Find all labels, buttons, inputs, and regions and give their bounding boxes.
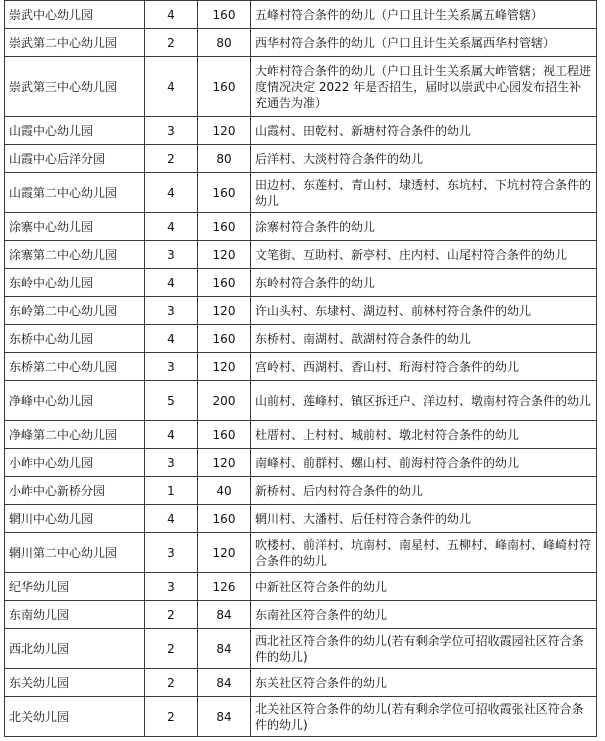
table-row (5, 117, 597, 145)
admission-area-cell: 山霞村、田乾村、新塘村符合条件的幼儿 (251, 117, 597, 145)
kindergarten-name-cell: 崇武第二中心幼儿园 (5, 29, 145, 57)
enrollment-count-cell: 160 (198, 173, 251, 213)
kindergarten-name-cell: 东岭中心幼儿园 (5, 269, 145, 297)
table-row (5, 1, 597, 29)
kindergarten-name-cell: 山霞第二中心幼儿园 (5, 173, 145, 213)
kindergarten-name-cell: 崇武第三中心幼儿园 (5, 57, 145, 117)
enrollment-count-cell: 160 (198, 325, 251, 353)
admission-area-cell: 吹楼村、前洋村、坑南村、南星村、五柳村、峰南村、峰崎村符合条件的幼儿 (251, 533, 597, 573)
table-row (5, 505, 597, 533)
kindergarten-name-cell: 辋川第二中心幼儿园 (5, 533, 145, 573)
kindergarten-name-cell: 纪华幼儿园 (5, 573, 145, 601)
class-count-cell: 2 (145, 29, 198, 57)
table-row (5, 629, 597, 669)
class-count-cell: 4 (145, 57, 198, 117)
kindergarten-name-cell: 山霞中心幼儿园 (5, 117, 145, 145)
table-row (5, 297, 597, 325)
enrollment-count-cell: 120 (198, 117, 251, 145)
kindergarten-name-cell: 北关幼儿园 (5, 697, 145, 737)
class-count-cell: 3 (145, 117, 198, 145)
admission-area-cell: 辋川村、大潘村、后任村符合条件的幼儿 (251, 505, 597, 533)
enrollment-count-cell: 84 (198, 601, 251, 629)
enrollment-count-cell: 160 (198, 213, 251, 241)
table-row (5, 269, 597, 297)
kindergarten-name-cell: 东桥中心幼儿园 (5, 325, 145, 353)
table-row (5, 533, 597, 573)
admission-area-cell: 田边村、东莲村、青山村、埭透村、东坑村、下坑村符合条件的幼儿 (251, 173, 597, 213)
table-row (5, 57, 597, 117)
kindergarten-name-cell: 涂寨中心幼儿园 (5, 213, 145, 241)
table-row (5, 697, 597, 737)
table-row (5, 669, 597, 697)
kindergarten-name-cell: 西北幼儿园 (5, 629, 145, 669)
class-count-cell: 3 (145, 573, 198, 601)
class-count-cell: 4 (145, 269, 198, 297)
enrollment-table-body (5, 1, 597, 737)
enrollment-count-cell: 126 (198, 573, 251, 601)
enrollment-count-cell: 160 (198, 505, 251, 533)
table-row (5, 173, 597, 213)
admission-area-cell: 山前村、莲峰村、镇区拆迁户、洋边村、墩南村符合条件的幼儿 (251, 381, 597, 421)
admission-area-cell: 杜厝村、上村村、城前村、墩北村符合条件的幼儿 (251, 421, 597, 449)
table-row (5, 213, 597, 241)
class-count-cell: 4 (145, 325, 198, 353)
admission-area-cell: 五峰村符合条件的幼儿（户口且计生关系属五峰管辖） (251, 1, 597, 29)
kindergarten-name-cell: 净峰第二中心幼儿园 (5, 421, 145, 449)
enrollment-count-cell: 120 (198, 449, 251, 477)
enrollment-count-cell: 40 (198, 477, 251, 505)
enrollment-count-cell: 84 (198, 669, 251, 697)
admission-area-cell: 西华村符合条件的幼儿（户口且计生关系属西华村管辖） (251, 29, 597, 57)
enrollment-count-cell: 160 (198, 269, 251, 297)
kindergarten-name-cell: 小岞中心幼儿园 (5, 449, 145, 477)
table-row (5, 353, 597, 381)
class-count-cell: 3 (145, 241, 198, 269)
kindergarten-name-cell: 东关幼儿园 (5, 669, 145, 697)
class-count-cell: 4 (145, 173, 198, 213)
kindergarten-name-cell: 崇武中心幼儿园 (5, 1, 145, 29)
class-count-cell: 2 (145, 697, 198, 737)
class-count-cell: 2 (145, 669, 198, 697)
admission-area-cell: 许山头村、东埭村、湖边村、前林村符合条件的幼儿 (251, 297, 597, 325)
enrollment-count-cell: 200 (198, 381, 251, 421)
class-count-cell: 3 (145, 449, 198, 477)
enrollment-count-cell: 120 (198, 297, 251, 325)
class-count-cell: 3 (145, 297, 198, 325)
class-count-cell: 4 (145, 1, 198, 29)
table-row (5, 325, 597, 353)
admission-area-cell: 新桥村、后内村符合条件的幼儿 (251, 477, 597, 505)
class-count-cell: 2 (145, 601, 198, 629)
enrollment-count-cell: 80 (198, 29, 251, 57)
kindergarten-name-cell: 东桥第二中心幼儿园 (5, 353, 145, 381)
table-row (5, 241, 597, 269)
table-row (5, 601, 597, 629)
kindergarten-name-cell: 山霞中心后洋分园 (5, 145, 145, 173)
enrollment-table (4, 0, 597, 737)
class-count-cell: 4 (145, 421, 198, 449)
admission-area-cell: 西北社区符合条件的幼儿(若有剩余学位可招收霞园社区符合条件的幼儿) (251, 629, 597, 669)
table-row (5, 449, 597, 477)
admission-area-cell: 南峰村、前群村、螺山村、前海村符合条件的幼儿 (251, 449, 597, 477)
admission-area-cell: 东关社区符合条件的幼儿 (251, 669, 597, 697)
kindergarten-name-cell: 东岭第二中心幼儿园 (5, 297, 145, 325)
table-row (5, 573, 597, 601)
table-row (5, 477, 597, 505)
admission-area-cell: 后洋村、大淡村符合条件的幼儿 (251, 145, 597, 173)
table-row (5, 145, 597, 173)
admission-area-cell: 东桥村、南湖村、歆湖村符合条件的幼儿 (251, 325, 597, 353)
enrollment-count-cell: 80 (198, 145, 251, 173)
enrollment-count-cell: 84 (198, 697, 251, 737)
class-count-cell: 3 (145, 533, 198, 573)
admission-area-cell: 中新社区符合条件的幼儿 (251, 573, 597, 601)
admission-area-cell: 宫岭村、西湖村、香山村、珩海村符合条件的幼儿 (251, 353, 597, 381)
table-row (5, 29, 597, 57)
admission-area-cell: 东岭村符合条件的幼儿 (251, 269, 597, 297)
admission-area-cell: 文笔街、互助村、新亭村、庄内村、山尾村符合条件的幼儿 (251, 241, 597, 269)
enrollment-count-cell: 120 (198, 241, 251, 269)
enrollment-count-cell: 160 (198, 421, 251, 449)
kindergarten-name-cell: 小岞中心新桥分园 (5, 477, 145, 505)
admission-area-cell: 大岞村符合条件的幼儿（户口且计生关系属大岞管辖；视工程进度情况决定 2022 年是否招生，届时以崇武中心园发布招生补充通告为准） (251, 57, 597, 117)
table-row (5, 381, 597, 421)
kindergarten-name-cell: 东南幼儿园 (5, 601, 145, 629)
table-row (5, 421, 597, 449)
enrollment-count-cell: 120 (198, 533, 251, 573)
class-count-cell: 2 (145, 145, 198, 173)
kindergarten-name-cell: 涂寨第二中心幼儿园 (5, 241, 145, 269)
enrollment-count-cell: 160 (198, 1, 251, 29)
enrollment-count-cell: 84 (198, 629, 251, 669)
class-count-cell: 5 (145, 381, 198, 421)
admission-area-cell: 涂寨村符合条件的幼儿 (251, 213, 597, 241)
class-count-cell: 2 (145, 629, 198, 669)
admission-area-cell: 北关社区符合条件的幼儿(若有剩余学位可招收霞张社区符合条件的幼儿) (251, 697, 597, 737)
enrollment-count-cell: 120 (198, 353, 251, 381)
enrollment-count-cell: 160 (198, 57, 251, 117)
admission-area-cell: 东南社区符合条件的幼儿 (251, 601, 597, 629)
kindergarten-name-cell: 辋川中心幼儿园 (5, 505, 145, 533)
kindergarten-name-cell: 净峰中心幼儿园 (5, 381, 145, 421)
class-count-cell: 3 (145, 353, 198, 381)
class-count-cell: 4 (145, 505, 198, 533)
class-count-cell: 4 (145, 213, 198, 241)
class-count-cell: 1 (145, 477, 198, 505)
